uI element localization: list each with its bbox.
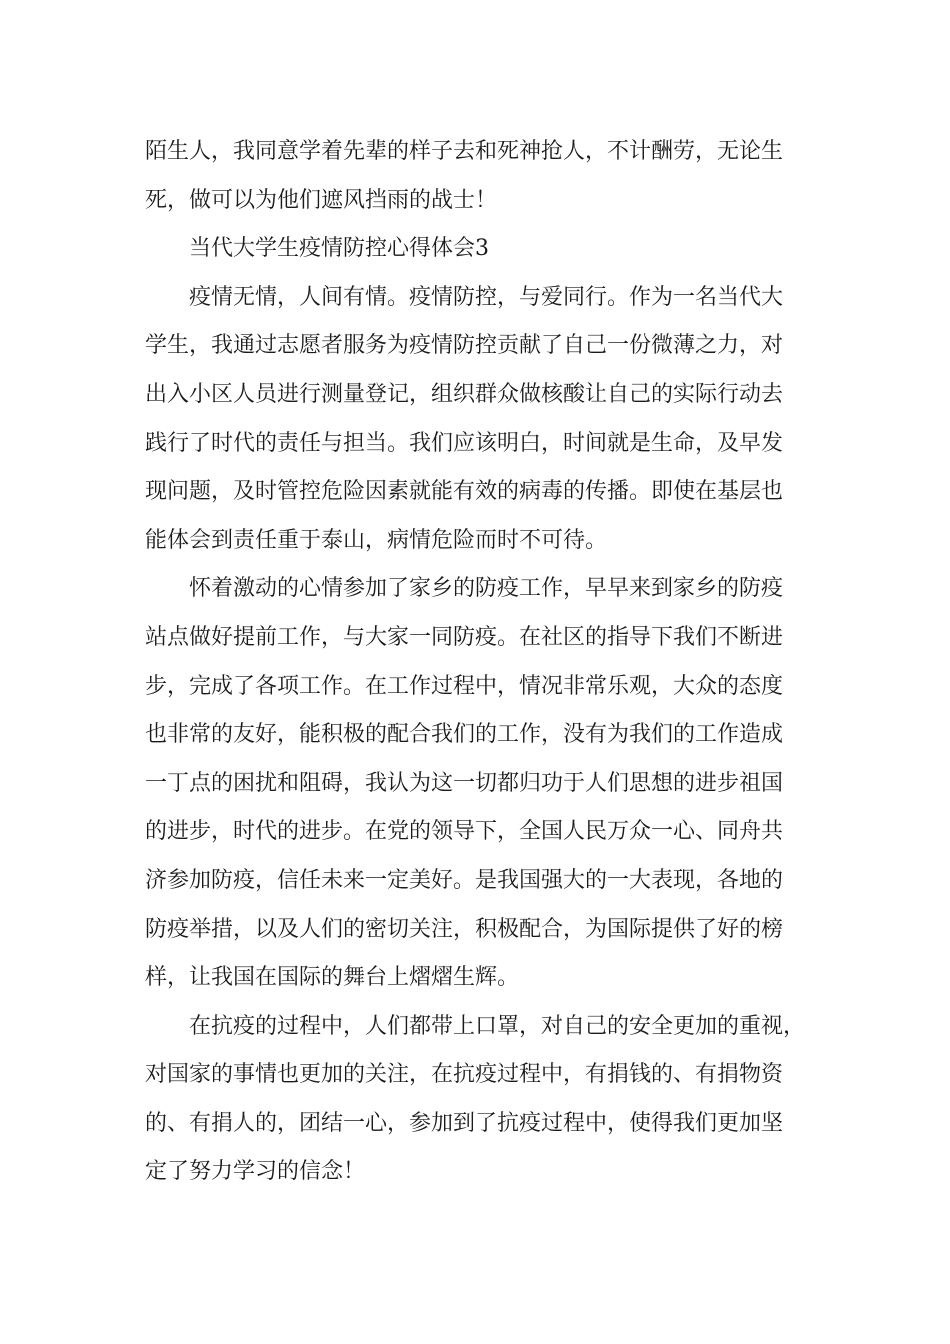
text-line: 也非常的友好，能积极的配合我们的工作，没有为我们的工作造成 xyxy=(145,722,784,748)
document-body xyxy=(145,128,815,1197)
text-line: 步，完成了各项工作。在工作过程中，情况非常乐观，大众的态度 xyxy=(145,673,784,699)
text-line: 出入小区人员进行测量登记，组织群众做核酸让自己的实际行动去 xyxy=(145,381,784,407)
text-line: 疫情无情，人间有情。疫情防控，与爱同行。作为一名当代大 xyxy=(189,284,784,310)
text-line: 能体会到责任重于泰山，病情危险而时不可待。 xyxy=(145,527,608,553)
continuation-paragraph xyxy=(145,128,815,225)
text-line: 定了努力学习的信念！ xyxy=(145,1159,366,1185)
text-line: 现问题，及时管控危险因素就能有效的病毒的传播。即使在基层也 xyxy=(145,479,784,505)
text-line: 济参加防疫，信任未来一定美好。是我国强大的一大表现，各地的 xyxy=(145,867,784,893)
text-line: 的进步，时代的进步。在党的领导下，全国人民万众一心、同舟共 xyxy=(145,819,784,845)
text-line: 学生，我通过志愿者服务为疫情防控贡献了自己一份微薄之力，对 xyxy=(145,333,784,359)
text-line: 的、有捐人的，团结一心，参加到了抗疫过程中，使得我们更加坚 xyxy=(145,1110,784,1136)
text-line: 防疫举措，以及人们的密切关注，积极配合，为国际提供了好的榜 xyxy=(145,916,784,942)
text-line: 站点做好提前工作，与大家一同防疫。在社区的指导下我们不断进 xyxy=(145,624,784,650)
section-heading xyxy=(145,225,815,274)
body-paragraph-3 xyxy=(145,1003,815,1197)
heading-text: 当代大学生疫情防控心得体会3 xyxy=(189,236,489,262)
text-line: 怀着激动的心情参加了家乡的防疫工作，早早来到家乡的防疫 xyxy=(189,576,784,602)
text-line: 一丁点的困扰和阻碍，我认为这一切都归功于人们思想的进步祖国 xyxy=(145,770,784,796)
text-line: 陌生人，我同意学着先辈的样子去和死神抢人，不计酬劳，无论生 xyxy=(145,139,784,164)
text-line: 对国家的事情也更加的关注，在抗疫过程中，有捐钱的、有捐物资 xyxy=(145,1062,784,1088)
body-paragraph-1 xyxy=(145,274,815,566)
text-line: 践行了时代的责任与担当。我们应该明白，时间就是生命，及早发 xyxy=(145,430,784,456)
body-paragraph-2 xyxy=(145,565,815,1002)
text-line: 在抗疫的过程中，人们都带上口罩，对自己的安全更加的重视， xyxy=(189,1013,806,1039)
text-line: 样，让我国在国际的舞台上熠熠生辉。 xyxy=(145,965,520,991)
text-line: 死，做可以为他们遮风挡雨的战士！ xyxy=(145,187,498,213)
